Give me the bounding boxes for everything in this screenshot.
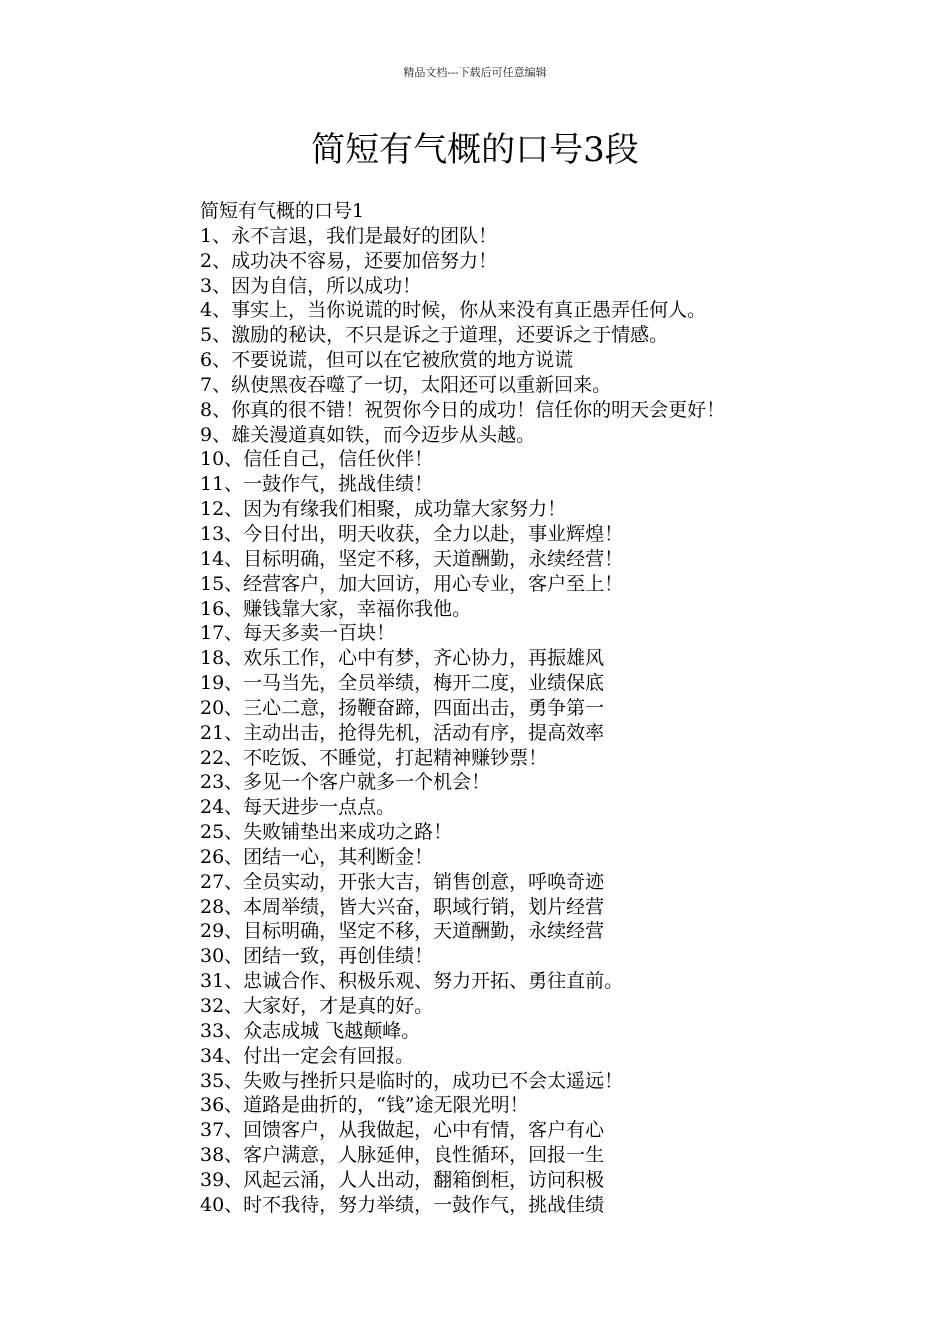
document-title: 简短有气概的口号3段 xyxy=(311,130,639,170)
slogan-item: 2、成功决不容易，还要加倍努力！ xyxy=(200,249,498,272)
slogan-item: 17、每天多卖一百块！ xyxy=(200,622,396,645)
slogan-item: 23、多见一个客户就多一个机会！ xyxy=(200,771,491,794)
slogan-item: 5、激励的秘诀，不只是诉之于道理，还要诉之于情感。 xyxy=(200,324,669,347)
slogan-item: 7、纵使黑夜吞噬了一切，太阳还可以重新回来。 xyxy=(200,373,612,396)
slogan-item: 35、失败与挫折只是临时的，成功已不会太遥远！ xyxy=(200,1069,624,1092)
slogan-item: 21、主动出击，抢得先机，活动有序，提高效率 xyxy=(200,721,605,744)
slogan-item: 39、风起云涌，人人出动，翻箱倒柜，访问积极 xyxy=(200,1168,605,1191)
slogan-item: 13、今日付出，明天收获，全力以赴，事业辉煌！ xyxy=(200,522,624,545)
slogan-item: 16、赚钱靠大家，幸福你我他。 xyxy=(200,597,472,620)
slogan-item: 3、因为自信，所以成功！ xyxy=(200,274,422,297)
slogan-item: 25、失败铺垫出来成功之路！ xyxy=(200,821,453,844)
slogan-item: 40、时不我待，努力举绩，一鼓作气，挑战佳绩 xyxy=(200,1193,605,1216)
slogan-item: 24、每天进步一点点。 xyxy=(200,796,396,819)
slogan-list xyxy=(200,224,880,1218)
slogan-item: 18、欢乐工作，心中有梦，齐心协力，再振雄风 xyxy=(200,647,605,670)
slogan-item: 33、众志成城 飞越颠峰。 xyxy=(200,1019,421,1042)
slogan-item: 38、客户满意，人脉延伸，良性循环，回报一生 xyxy=(200,1144,605,1167)
slogan-item: 32、大家好，才是真的好。 xyxy=(200,995,434,1017)
slogan-item: 10、信任自己，信任伙伴！ xyxy=(200,448,434,471)
slogan-item: 20、三心二意，扬鞭奋蹄，四面出击，勇争第一 xyxy=(200,696,605,719)
slogan-item: 28、本周举绩，皆大兴奋，职域行销，划片经营 xyxy=(200,895,605,918)
slogan-item: 27、全员实动，开张大吉，销售创意，呼唤奇迹 xyxy=(200,870,605,893)
slogan-item: 29、目标明确，坚定不移，天道酬勤，永续经营 xyxy=(200,920,605,943)
slogan-item: 15、经营客户，加大回访，用心专业，客户至上！ xyxy=(200,572,624,595)
page-header-note: 精品文档---下载后可任意编辑 xyxy=(403,66,547,79)
document-body xyxy=(200,199,880,1218)
slogan-item: 8、你真的很不错！祝贺你今日的成功！信任你的明天会更好！ xyxy=(200,398,726,421)
slogan-item: 19、一马当先，全员举绩，梅开二度，业绩保底 xyxy=(200,672,605,695)
slogan-item: 9、雄关漫道真如铁，而今迈步从头越。 xyxy=(200,423,536,446)
slogan-item: 36、道路是曲折的，“钱”途无限光明！ xyxy=(200,1094,529,1117)
slogan-item: 30、团结一致，再创佳绩！ xyxy=(200,945,434,968)
slogan-item: 12、因为有缘我们相聚，成功靠大家努力！ xyxy=(200,498,567,521)
slogan-item: 34、付出一定会有回报。 xyxy=(200,1044,415,1067)
section-heading: 简短有气概的口号1 xyxy=(200,200,365,222)
slogan-item: 4、事实上，当你说谎的时候，你从来没有真正愚弄任何人。 xyxy=(200,299,707,322)
slogan-item: 22、不吃饭、不睡觉，打起精神赚钞票！ xyxy=(200,746,548,769)
slogan-item: 11、一鼓作气，挑战佳绩！ xyxy=(200,473,434,496)
slogan-item: 6、不要说谎，但可以在它被欣赏的地方说谎 xyxy=(200,349,574,372)
slogan-item: 14、目标明确，坚定不移，天道酬勤，永续经营！ xyxy=(200,547,624,570)
slogan-item: 1、永不言退，我们是最好的团队！ xyxy=(200,224,498,247)
slogan-item: 37、回馈客户，从我做起，心中有情，客户有心 xyxy=(200,1119,605,1142)
slogan-item: 31、忠诚合作、积极乐观、努力开拓、勇往直前。 xyxy=(200,970,624,993)
slogan-item: 26、团结一心，其利断金！ xyxy=(200,845,434,868)
